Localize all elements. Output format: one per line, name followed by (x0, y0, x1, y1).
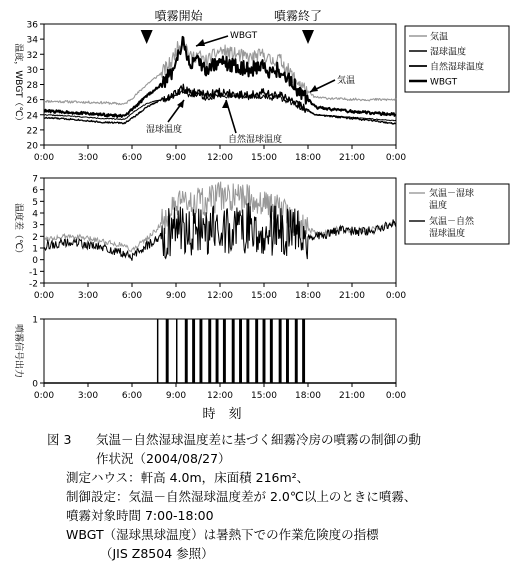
spray-plot-frame (44, 319, 396, 383)
diff-x-tick-label: 6:00 (121, 291, 143, 301)
spray-y-axis-label: 噴霧信号出力 (13, 323, 23, 379)
diff-y-tick-label: 6 (32, 186, 38, 197)
diff-x-tick-label: 21:00 (339, 291, 365, 301)
spray-on-pulse (223, 319, 226, 383)
temp-y-tick-label: 30 (26, 65, 38, 76)
spray-on-pulse (295, 319, 298, 383)
diff-x-tick-label: 12:00 (207, 291, 233, 301)
diff-y-tick-label: 0 (32, 256, 38, 267)
spray-x-tick-label: 6:00 (121, 391, 143, 401)
spray-on-pulse (157, 319, 158, 383)
temp-y-tick-label: 20 (26, 141, 38, 152)
spray-start-arrow (141, 30, 153, 44)
caption-note-jis: （JIS Z8504 参照） (100, 546, 214, 561)
diff-y-tick-label: -1 (29, 267, 38, 278)
caption-title-line1: 気温－自然湿球温度差に基づく細霧冷房の噴霧の制御の動 (96, 432, 422, 447)
diff-legend-label: 気温－自然湿球温度 (429, 217, 475, 239)
figure-caption (0, 430, 513, 578)
temp-x-tick-label: 15:00 (251, 153, 277, 163)
temp-x-tick-label: 12:00 (207, 153, 233, 163)
spray-x-tick-label: 21:00 (339, 391, 365, 401)
temp-legend-label: 気温 (430, 32, 449, 43)
spray-on-pulse (286, 319, 289, 383)
x-axis-label: 時 刻 (202, 407, 242, 422)
spray-signal-chart (13, 316, 406, 402)
diff-x-tick-label: 3:00 (77, 291, 99, 301)
wet-bulb-callout: 湿球温度 (146, 125, 183, 135)
natural-wet-bulb-callout: 自然湿球温度 (228, 135, 283, 145)
spray-on-pulse (185, 319, 188, 383)
spray-x-tick-label: 12:00 (207, 391, 233, 401)
spray-on-pulse (302, 319, 305, 383)
caption-note-house: 測定ハウス：軒高 4.0m，床面積 216m²、 (66, 470, 310, 485)
diff-y-tick-label: -2 (29, 279, 38, 290)
spray-on-pulse (176, 319, 177, 383)
spray-start-label: 噴霧開始 (154, 9, 203, 23)
spray-on-pulse (279, 319, 282, 383)
spray-x-tick-label: 15:00 (251, 391, 277, 401)
spray-on-pulse (270, 319, 273, 383)
caption-note-wbgt: WBGT（湿球黒球温度）は暑熱下での作業危険度の指標 (66, 527, 379, 542)
spray-y-tick-label: 0 (32, 379, 38, 390)
temp-y-tick-label: 32 (26, 50, 38, 61)
caption-note-period: 噴霧対象時間 7:00-18:00 (66, 508, 214, 523)
spray-end-arrow (302, 30, 314, 44)
spray-x-tick-label: 0:00 (33, 391, 55, 401)
temp-legend-label: 湿球温度 (430, 47, 467, 58)
diff-y-tick-label: 4 (32, 209, 38, 220)
diff-x-tick-label: 0:00 (385, 291, 407, 301)
caption-title-line2: 作状況（2004/08/27） (96, 451, 231, 466)
spray-x-tick-label: 0:00 (385, 391, 407, 401)
temp-x-tick-label: 0:00 (385, 153, 407, 163)
diff-legend-label: 気温－湿球温度 (429, 189, 475, 211)
diff-y-axis-label: 温度差（℃） (13, 202, 23, 259)
spray-on-pulse (263, 319, 266, 383)
temp-legend-label: 自然湿球温度 (430, 62, 485, 73)
spray-on-pulse (199, 319, 202, 383)
temp-x-tick-label: 21:00 (339, 153, 365, 163)
temp-x-tick-label: 18:00 (295, 153, 321, 163)
diff-x-tick-label: 9:00 (165, 291, 187, 301)
diff-y-tick-label: 7 (32, 174, 38, 185)
diff-y-tick-label: 5 (32, 197, 38, 208)
temperature-difference-chart (13, 175, 509, 302)
wbgt-callout-head (196, 39, 205, 46)
spray-on-pulse (255, 319, 258, 383)
spray-x-tick-label: 3:00 (77, 391, 99, 401)
temp-x-tick-label: 6:00 (121, 153, 143, 163)
spray-on-pulse (208, 319, 211, 383)
wbgt-callout: WBGT (230, 31, 258, 41)
caption-figure-number: 図 3 (47, 432, 72, 447)
spray-y-tick-label: 1 (32, 315, 38, 326)
spray-on-pulse (166, 319, 169, 383)
spray-on-pulse (216, 319, 219, 383)
diff-x-tick-label: 18:00 (295, 291, 321, 301)
diff-x-tick-label: 15:00 (251, 291, 277, 301)
spray-on-pulse (246, 319, 249, 383)
temp-legend-label: WBGT (430, 77, 458, 88)
diff-y-tick-label: 1 (32, 244, 38, 255)
temp-y-tick-label: 22 (26, 126, 38, 137)
temp-x-tick-label: 9:00 (165, 153, 187, 163)
diff-x-tick-label: 0:00 (33, 291, 55, 301)
temp-y-axis-label: 温度，WBGT（℃） (13, 43, 23, 126)
temp-y-tick-label: 24 (26, 111, 38, 122)
temp-y-tick-label: 34 (26, 35, 38, 46)
spray-on-pulse (192, 319, 195, 383)
temp-x-tick-label: 3:00 (77, 153, 99, 163)
spray-on-pulse (232, 319, 235, 383)
temperature-chart (13, 8, 509, 163)
air-temp-callout: 気温 (337, 76, 356, 86)
diff-series-line (44, 203, 396, 261)
temp-y-tick-label: 36 (26, 20, 38, 31)
temp-x-tick-label: 0:00 (33, 153, 55, 163)
spray-on-pulse (239, 319, 242, 383)
spray-x-tick-label: 18:00 (295, 391, 321, 401)
wet-bulb-callout-head (177, 100, 184, 108)
diff-y-tick-label: 2 (32, 232, 38, 243)
diff-y-tick-label: 3 (32, 221, 38, 232)
caption-note-control: 制御設定：気温－自然湿球温度差が 2.0℃以上のときに噴霧、 (66, 489, 417, 504)
temp-y-tick-label: 26 (26, 96, 38, 107)
temp-y-tick-label: 28 (26, 81, 38, 91)
spray-end-label: 噴霧終了 (273, 9, 323, 23)
spray-x-tick-label: 9:00 (165, 391, 187, 401)
